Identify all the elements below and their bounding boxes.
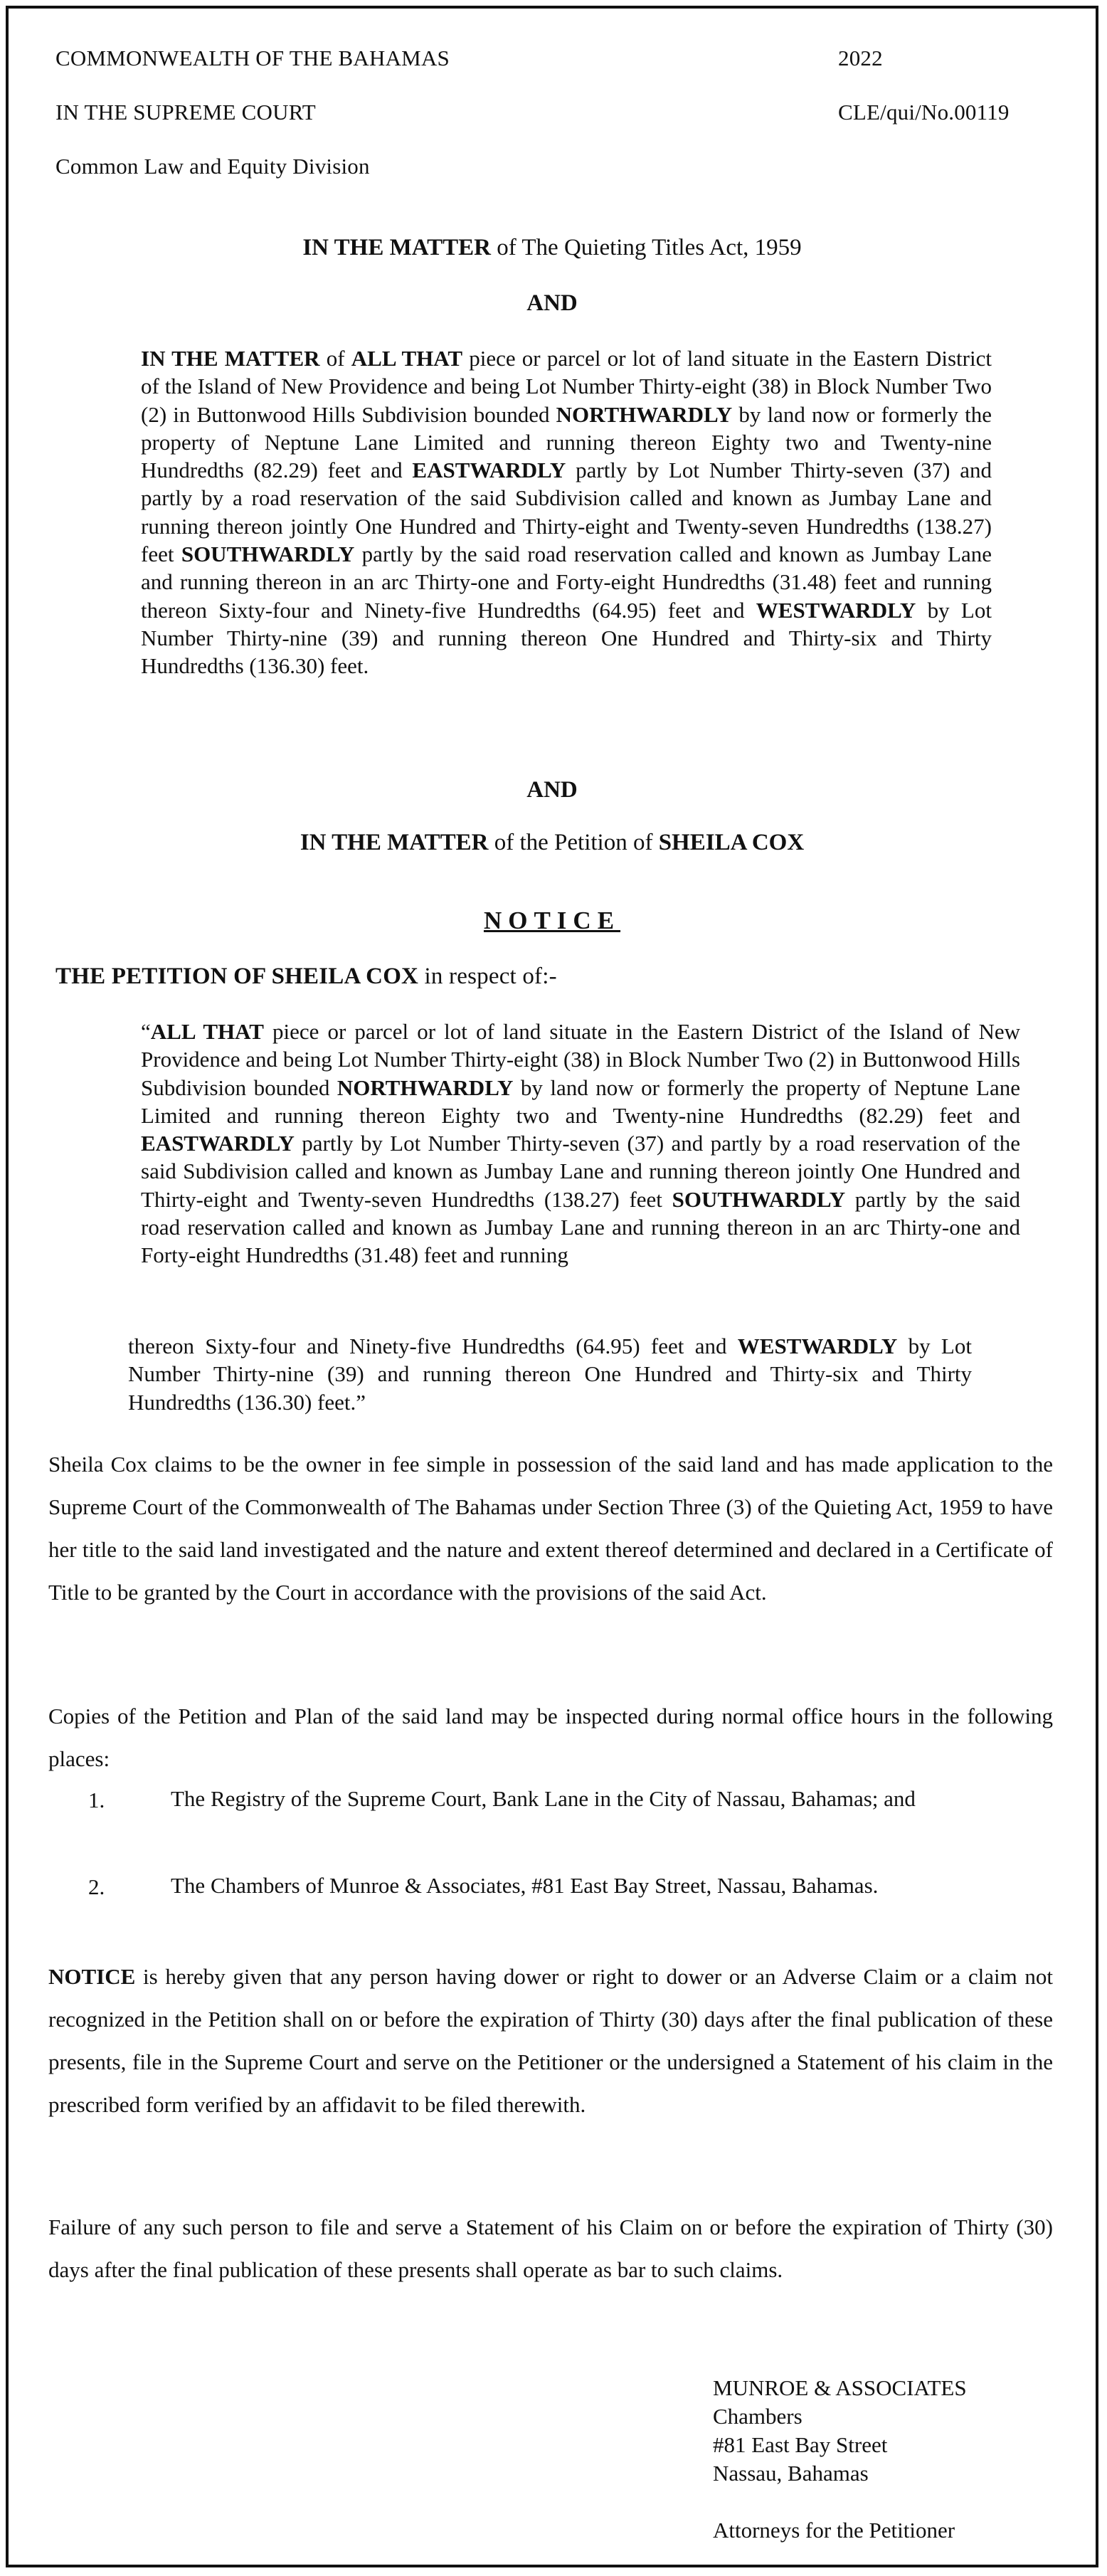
and-separator-1: AND: [526, 290, 578, 316]
firm-street: #81 East Bay Street: [713, 2432, 888, 2457]
place-registry: The Registry of the Supreme Court, Bank Lane in the City of Nassau, Bahamas; and: [171, 1786, 916, 1811]
firm-role: Attorneys for the Petitioner: [713, 2518, 955, 2543]
firm-name: MUNROE & ASSOCIATES: [713, 2375, 967, 2400]
matter-statute-text: of The Quieting Titles Act, 1959: [491, 235, 802, 260]
place-number-2: 2.: [88, 1874, 105, 1899]
and-separator-2: AND: [526, 777, 578, 803]
matter-statute: [9, 235, 1096, 261]
case-number: CLE/qui/No.00119: [838, 100, 1010, 125]
notice-paragraph: NOTICE is hereby given that any person having dower or right to dower or an Adverse Claim or a claim not recognized in the Petition shall on or before the expiration of Thirty (30) days after the final publication of these presents, file in the Supreme Court and serve on the Petitioner or the undersigned a Statement of his claim in the prescribed form verified by an affidavit to be filed therewith.: [48, 1964, 1053, 2117]
failure-paragraph: Failure of any such person to file and serve a Statement of his Claim on or before the expiration of Thirty (30) days after the final publication of these presents shall operate as bar to such claims.: [48, 2215, 1053, 2282]
copies-paragraph: Copies of the Petition and Plan of the said land may be inspected during normal office hours in the following places:: [48, 1704, 1053, 1771]
court-heading: IN THE SUPREME COURT: [55, 100, 316, 125]
firm-chambers: Chambers: [713, 2404, 803, 2429]
matter-label: IN THE MATTER: [302, 235, 491, 260]
place-chambers: The Chambers of Munroe & Associates, #81 East Bay Street, Nassau, Bahamas.: [171, 1873, 879, 1898]
year-label: 2022: [838, 46, 883, 70]
place-number-1: 1.: [88, 1788, 105, 1812]
matter-land-description: IN THE MATTER of ALL THAT piece or parcel or lot of land situate in the Eastern District of the Island of New Providence and being Lot Number Thirty-eight (38) in Block Number Two (2) in Buttonwood Hills Subdivision bounded NORTHWARDLY by land now or formerly the property of Neptune Lane Limited and running thereon Eighty two and Twenty-nine Hundredths (82.29) feet and EASTWARDLY partly by Lot Number Thirty-seven (37) and partly by a road reservation of the said Subdivision called and known as Jumbay Lane and running thereon jointly One Hundred and Thirty-eight and Twenty-seven Hundredths (138.27) feet SOUTHWARDLY partly by the said road reservation called and known as Jumbay Lane and running thereon in an arc Thirty-one and Forty-eight Hundredths (31.48) feet and running thereon Sixty-four and Ninety-five Hundredths (64.95) feet and WESTWARDLY by Lot Number Thirty-nine (39) and running thereon One Hundred and Thirty-six and Thirty Hundredths (136.30) feet.: [141, 346, 992, 679]
signature-block: [713, 2374, 967, 2545]
quoted-land-description-continued: thereon Sixty-four and Ninety-five Hundredths (64.95) feet and WESTWARDLY by Lot Number Thirty-nine (39) and running thereon One Hundred and Thirty-six and Thirty Hundredths (136.30) feet.”: [128, 1334, 972, 1415]
notice-title: NOTICE: [483, 907, 621, 934]
petitioner-name: SHEILA COX: [658, 830, 805, 855]
quoted-land-description: “ALL THAT piece or parcel or lot of land situate in the Eastern District of the Island of New Providence and being Lot Number Thirty-eight (38) in Block Number Two (2) in Buttonwood Hills Subdivision bounded NORTHWARDLY by land now or formerly the property of Neptune Lane Limited and running thereon Eighty two and Twenty-nine Hundredths (82.29) feet and EASTWARDLY partly by Lot Number Thirty-seven (37) and partly by a road reservation of the said Subdivision called and known as Jumbay Lane and running thereon jointly One Hundred and Thirty-eight and Twenty-seven Hundredths (138.27) feet SOUTHWARDLY partly by the said road reservation called and known as Jumbay Lane and running thereon in an arc Thirty-one and Forty-eight Hundredths (31.48) feet and running: [141, 1019, 1020, 1268]
division-heading: Common Law and Equity Division: [55, 154, 370, 179]
petition-line: THE PETITION OF SHEILA COX in respect of:-: [55, 964, 557, 989]
claim-paragraph: Sheila Cox claims to be the owner in fee simple in possession of the said land and has made application to the Supreme Court of the Commonwealth of The Bahamas under Section Three (3) of the Quieting Act, 1959 to have her title to the said land investigated and the nature and extent thereof determined and declared in a Certificate of Title to be granted by the Court in accordance with the provisions of the said Act.: [48, 1452, 1053, 1605]
jurisdiction-heading: COMMONWEALTH OF THE BAHAMAS: [55, 46, 450, 70]
legal-notice: [6, 6, 1098, 2567]
firm-city: Nassau, Bahamas: [713, 2461, 869, 2486]
matter-petition: IN THE MATTER of the Petition of SHEILA COX: [300, 830, 805, 855]
